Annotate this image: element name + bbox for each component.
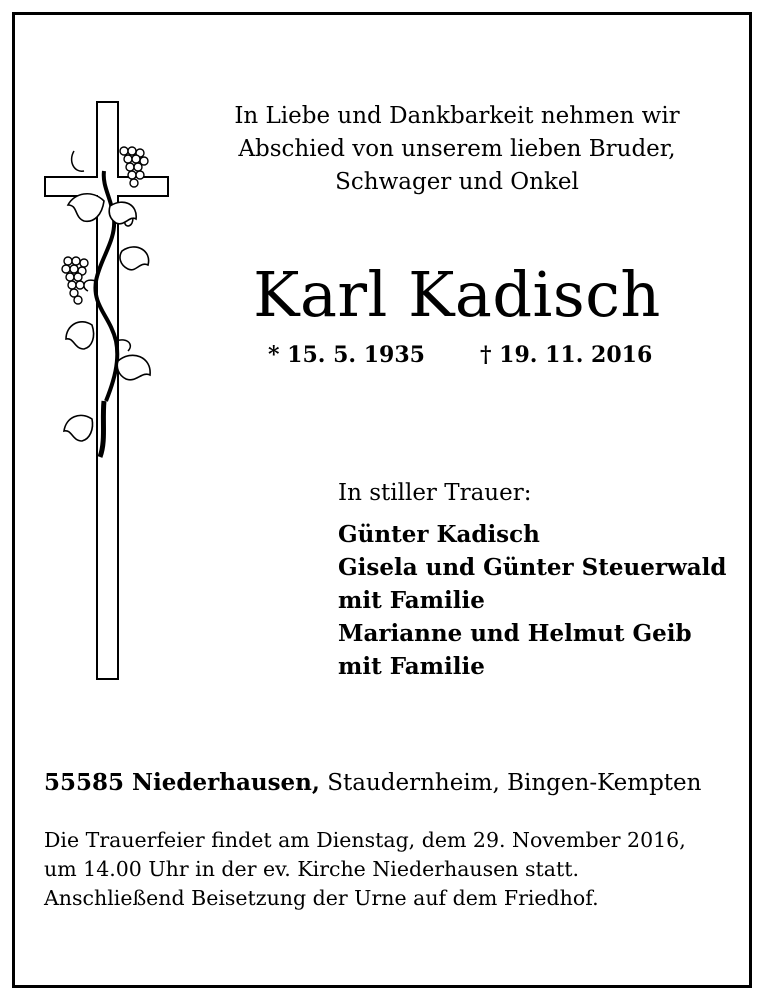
intro-line: In Liebe und Dankbarkeit nehmen wir (234, 103, 680, 129)
mourners-list (338, 518, 726, 683)
deceased-name: Karl Kadisch (253, 258, 661, 331)
notice-line: um 14.00 Uhr in der ev. Kirche Niederhausen statt. (44, 857, 579, 881)
intro-line: Schwager und Onkel (335, 169, 579, 195)
mourner-line: mit Familie (338, 587, 485, 614)
intro-line: Abschied von unserem lieben Bruder, (238, 136, 676, 162)
location-primary: 55585 Niederhausen, (44, 769, 320, 796)
location-rest: Staudernheim, Bingen-Kempten (319, 770, 702, 796)
birth-date: * 15. 5. 1935 (268, 342, 425, 368)
notice-line: Die Trauerfeier findet am Dienstag, dem 29. November 2016, (44, 828, 686, 852)
cross-with-vine-icon (44, 101, 170, 681)
mourner-line: Gisela und Günter Steuerwald (338, 554, 727, 581)
location-line (44, 767, 701, 799)
death-date: † 19. 11. 2016 (480, 342, 653, 368)
mourners-heading: In stiller Trauer: (338, 480, 532, 506)
mourner-line: mit Familie (338, 653, 485, 680)
mourner-line: Günter Kadisch (338, 521, 540, 548)
life-dates (268, 340, 668, 370)
mourner-line: Marianne und Helmut Geib (338, 620, 692, 647)
intro-text (190, 100, 724, 199)
notice-line: Anschließend Beisetzung der Urne auf dem Friedhof. (44, 886, 599, 910)
funeral-notice (44, 826, 686, 913)
